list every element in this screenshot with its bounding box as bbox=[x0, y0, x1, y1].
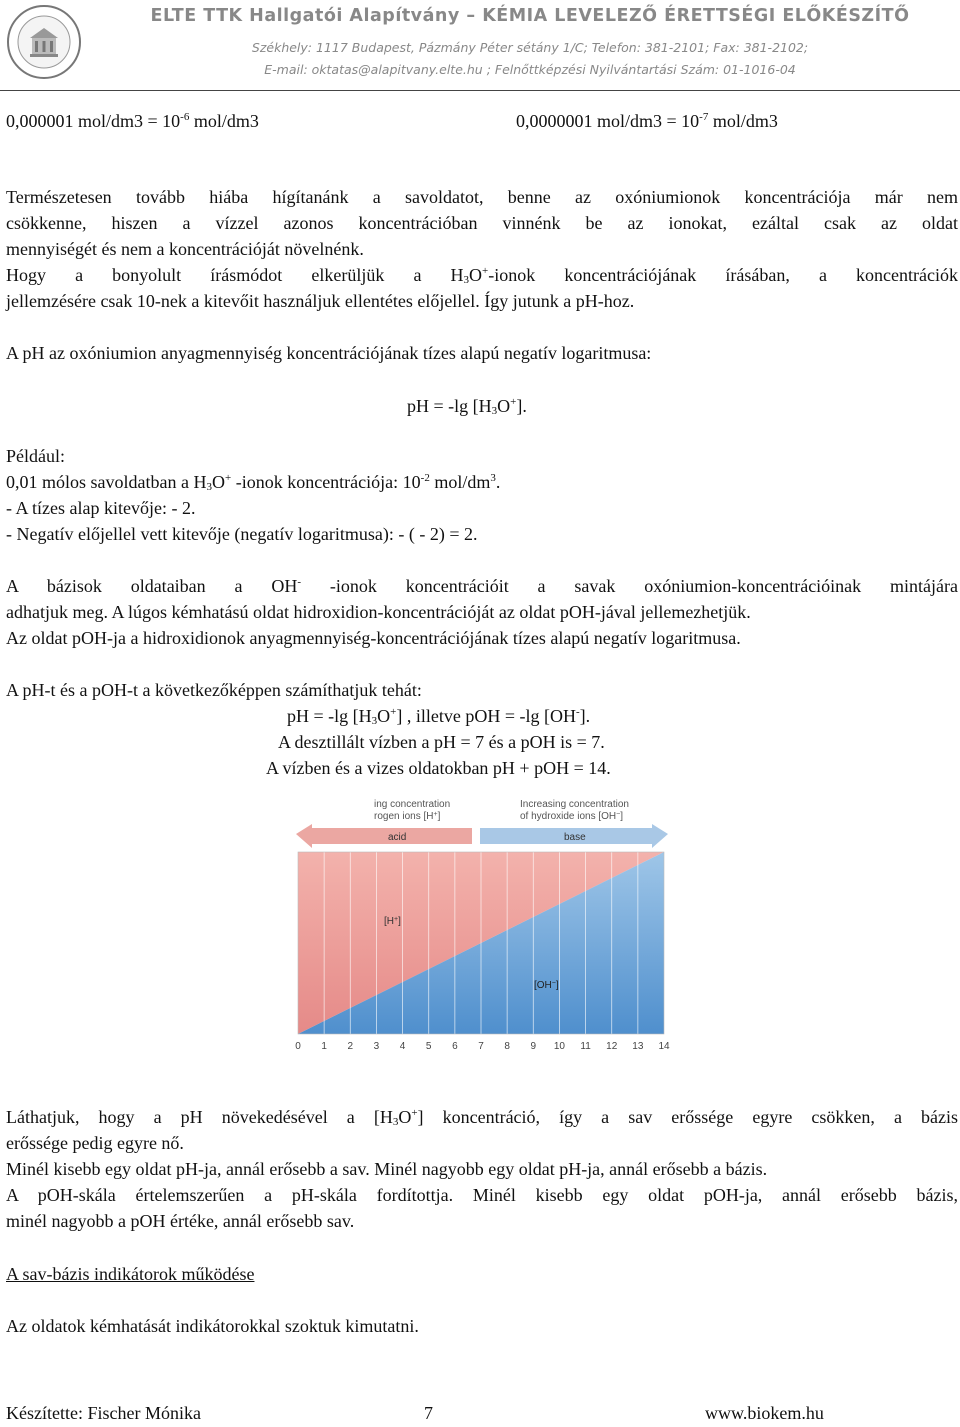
acid-label: acid bbox=[388, 832, 407, 843]
ph-tick-label: 0 bbox=[295, 1041, 301, 1052]
ph-tick-label: 5 bbox=[425, 1041, 432, 1052]
acid-arrow bbox=[296, 824, 472, 848]
p5-line1: A pH-t és a pOH-t a következőképpen számíthatjuk tehát: bbox=[6, 680, 422, 700]
ph-tick-label: 1 bbox=[321, 1041, 327, 1052]
left-caption-line2: rogen ions [H+] bbox=[374, 811, 441, 822]
p4-line1: A bázisok oldataiban a OH- -ionok koncentrációit a savak oxóniumion-koncentrációinak mintájára bbox=[6, 576, 958, 596]
ph-poh-equation: pH = -lg $[H_3O^+]$ , illetve pOH = -lg [OH-]. bbox=[287, 706, 591, 727]
ph-tick-label: 14 bbox=[658, 1041, 670, 1052]
eq-left: 0,000001 $mol/dm3 = 10^{-6}$ mol/dm3 bbox=[6, 111, 259, 131]
header-divider bbox=[0, 90, 960, 91]
p6-line1: Láthatjuk, hogy a pH növekedésével a $[H_3O^+]$ koncentráció, így a sav erőssége egyre csökken, a bázis bbox=[6, 1107, 958, 1128]
ph-tick-label: 9 bbox=[530, 1041, 537, 1052]
p1-line5: jellemzésére csak 10-nek a kitevőit használjuk ellentétes előjellel. Így jutunk a pH-hoz. bbox=[6, 291, 635, 311]
p1-line3: mennyiségét és nem a koncentrációját növelnénk. bbox=[6, 239, 364, 259]
left-caption-line1: ing concentration bbox=[374, 799, 451, 810]
example-line3: - Negatív előjellel vett kitevője (negatív logaritmusa): - ( - 2) = 2. bbox=[6, 524, 478, 544]
ph-scale-ticks bbox=[295, 1041, 670, 1052]
p4-line2: adhatjuk meg. A lúgos kémhatású oldat hidroxidion-koncentrációját az oldat pOH-jával jellemezhetjük. bbox=[6, 602, 751, 622]
ph-definition: A pH az oxóniumion anyagmennyiség koncentrációjának tízes alapú negatív logaritmusa: bbox=[6, 343, 652, 363]
section-text: Az oldatok kémhatását indikátorokkal szoktuk kimutatni. bbox=[6, 1316, 419, 1336]
eq-right: 0,0000001 $mol/dm3 = 10^{-7}$ mol/dm3 bbox=[516, 111, 778, 131]
p1-line2: csökkenne, hiszen a vízzel azonos koncentrációban vinnénk be az ionokat, ezáltal csak az oldat bbox=[6, 213, 958, 233]
ph-tick-label: 7 bbox=[478, 1041, 484, 1052]
ph-equation: pH = -lg $[H_3O^+]$. bbox=[407, 396, 527, 417]
ph-tick-label: 2 bbox=[347, 1041, 354, 1052]
p4-line3: Az oldat pOH-ja a hidroxidionok anyagmennyiség-koncentrációjának tízes alapú negatív logaritmusa. bbox=[6, 628, 741, 648]
base-label: base bbox=[564, 832, 586, 843]
header-title: ELTE TTK Hallgatói Alapítvány – KÉMIA LEVELEZŐ ÉRETTSÉGI ELŐKÉSZÍTŐ bbox=[150, 6, 910, 26]
p6-line3: Minél kisebb egy oldat pH-ja, annál erősebb a sav. Minél nagyobb egy oldat pH-ja, annál erősebb a bázis. bbox=[6, 1159, 768, 1179]
p6-line4: A pOH-skála értelemszerűen a pH-skála fordítottja. Minél kisebb egy oldat pOH-ja, annál erősebb bázis, bbox=[6, 1185, 958, 1205]
ph-tick-label: 3 bbox=[373, 1041, 380, 1052]
p1-line1: Természetesen tovább hiába hígítanánk a savoldatot, benne az oxóniumionok koncentrációja már nem bbox=[6, 187, 958, 207]
footer-author: Készítette: Fischer Mónika bbox=[6, 1403, 201, 1423]
ph-tick-label: 12 bbox=[606, 1041, 618, 1052]
example-line2: - A tízes alap kitevője: - 2. bbox=[6, 498, 196, 518]
right-caption-line2: of hydroxide ions [OH−] bbox=[520, 811, 624, 822]
page-header bbox=[0, 0, 960, 90]
distilled-water-line: A desztillált vízben a pH = 7 és a pOH is = 7. bbox=[278, 732, 605, 752]
section-heading: A sav-bázis indikátorok működése bbox=[6, 1264, 255, 1284]
ph-tick-label: 6 bbox=[452, 1041, 458, 1052]
p6-line5: minél nagyobb a pOH értéke, annál erősebb sav. bbox=[6, 1211, 355, 1231]
footer-site: www.biokem.hu bbox=[705, 1403, 824, 1423]
p1-line4: Hogy a bonyolult írásmódot elkerüljük a $H_3O^+$-ionok koncentrációjának írásában, a koncentrációk bbox=[6, 265, 958, 286]
oh-ion-label: [OH−] bbox=[534, 980, 559, 991]
page-number: 7 bbox=[424, 1403, 433, 1423]
ph-sum-line: A vízben és a vizes oldatokban pH + pOH = 14. bbox=[266, 758, 611, 778]
ph-tick-label: 8 bbox=[504, 1041, 510, 1052]
ph-scale-figure bbox=[276, 788, 686, 1058]
h-ion-label: [H+] bbox=[384, 916, 401, 927]
ph-tick-label: 13 bbox=[632, 1041, 644, 1052]
ph-tick-label: 10 bbox=[553, 1041, 565, 1052]
ph-tick-label: 4 bbox=[399, 1041, 406, 1052]
example-heading: Például: bbox=[6, 446, 65, 466]
ph-tick-label: 11 bbox=[580, 1041, 591, 1052]
example-line1: 0,01 mólos savoldatban a $H_3O^+$ -ionok koncentrációja: $10^{-2}$ mol/$dm^3$. bbox=[6, 472, 501, 493]
header-address: Székhely: 1117 Budapest, Pázmány Péter sétány 1/C; Telefon: 381-2101; Fax: 381-2102; bbox=[251, 40, 809, 55]
header-email: E-mail: oktatas@alapitvany.elte.hu ; Felnőttképzési Nyilvántartási Szám: 01-1016-04 bbox=[264, 62, 796, 77]
university-seal-icon bbox=[6, 4, 82, 80]
p6-line2: erőssége pedig egyre nő. bbox=[6, 1133, 184, 1153]
right-caption-line1: Increasing concentration bbox=[520, 799, 629, 810]
